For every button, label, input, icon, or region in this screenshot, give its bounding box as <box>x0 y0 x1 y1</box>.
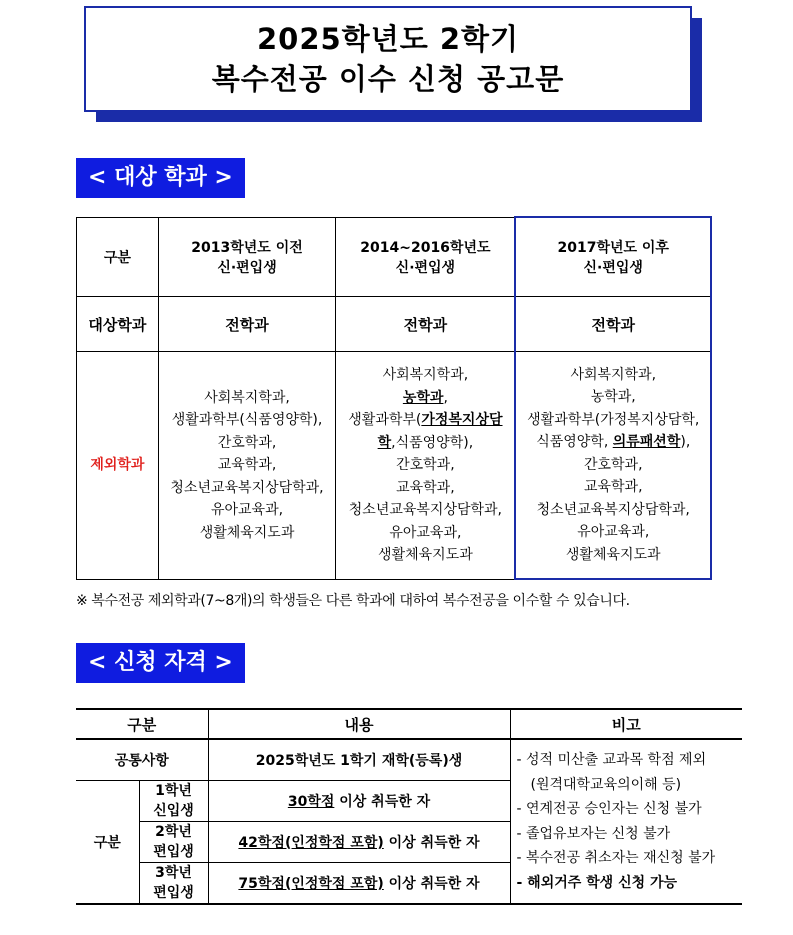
header-before-2013-line1: 2013학년도 이전 <box>191 239 303 256</box>
section-heading-target-departments: < 대상 학과 > <box>76 158 245 198</box>
list-item: 간호학과, <box>396 457 455 473</box>
excluded-before-2013 <box>158 352 336 580</box>
remark-item: (원격대학교육의이해 등) <box>530 776 682 793</box>
header-2014-2016-line1: 2014~2016학년도 <box>360 239 491 256</box>
header-2014-2016 <box>336 217 516 297</box>
excluded-2014-2016 <box>336 352 516 580</box>
sub-label-line2: 편입생 <box>153 844 194 860</box>
section-heading-eligibility: < 신청 자격 > <box>76 643 245 683</box>
sub-label-line1: 2학년 <box>155 824 192 840</box>
underlined-dept: 학 <box>377 434 392 451</box>
header-remarks: 비고 <box>510 709 742 739</box>
remark-item: - 해외거주 학생 신청 가능 <box>516 874 678 891</box>
header-content: 내용 <box>208 709 510 739</box>
row-content <box>208 863 510 905</box>
header-category: 구분 <box>77 217 159 297</box>
table-row-target <box>77 297 712 352</box>
list-item: 교육학과, <box>217 457 277 473</box>
target-before-2013: 전학과 <box>158 297 336 352</box>
list-item <box>336 432 514 455</box>
underlined-credits: 42학점(인정학점 포함) <box>238 835 384 851</box>
list-item-text: , <box>443 389 448 406</box>
list-item-text: 식품영양학, <box>536 434 613 451</box>
table-header-row <box>76 709 742 739</box>
header-after-2017-line2: 신·편입생 <box>583 260 643 276</box>
title-line-1: 2025학년도 2학기 <box>256 22 520 56</box>
list-item: 유아교육과, <box>389 524 462 541</box>
row-content <box>208 822 510 863</box>
list-item: 생활체육지도과 <box>378 547 473 563</box>
row-content-text: 이상 취득한 자 <box>383 876 480 892</box>
list-item: 농학과, <box>590 389 636 406</box>
table-row-excluded <box>77 352 712 580</box>
table-header-row <box>77 217 712 297</box>
list-item: 생활체육지도과 <box>565 546 661 563</box>
header-2014-2016-line2: 신·편입생 <box>395 259 456 276</box>
target-after-2017: 전학과 <box>515 297 711 352</box>
underlined-dept: 가정복지상담 <box>421 412 503 428</box>
remarks-cell <box>510 739 742 904</box>
footnote: ※ 복수전공 제외학과(7~8개)의 학생들은 다른 학과에 대하여 복수전공을 이수할 수 있습니다. <box>76 593 630 609</box>
list-item-text: ), <box>680 434 691 451</box>
list-item: 청소년교육복지상담학과, <box>348 502 502 518</box>
excluded-after-2017 <box>515 352 711 580</box>
sub-label-line2: 신입생 <box>153 803 194 819</box>
sub-label <box>139 781 208 822</box>
list-item: 청소년교육복지상담학과, <box>170 479 324 496</box>
sub-label <box>139 863 208 905</box>
row-content-text: 이상 취득한 자 <box>383 835 480 851</box>
list-item <box>516 431 710 454</box>
list-item: 간호학과, <box>583 456 643 473</box>
remark-item: - 복수전공 취소자는 재신청 불가 <box>516 850 716 866</box>
title-frame <box>84 6 692 112</box>
list-item: 사회복지학과, <box>204 389 290 406</box>
header-before-2013 <box>158 217 336 297</box>
row-label-group: 구분 <box>76 781 139 905</box>
header-after-2017-line1: 2017학년도 이후 <box>557 240 669 256</box>
common-content: 2025학년도 1학기 재학(등록)생 <box>208 739 510 781</box>
list-item <box>336 409 514 432</box>
list-item: 생활과학부(식품영양학), <box>171 412 323 428</box>
target-2014-2016: 전학과 <box>336 297 516 352</box>
remark-item: - 성적 미산출 교과목 학점 제외 <box>516 752 707 768</box>
list-item: 생활과학부(가정복지상담학, <box>527 411 700 428</box>
list-item: 유아교육과, <box>210 502 284 518</box>
sub-label-line2: 편입생 <box>153 885 194 901</box>
remark-item: - 졸업유보자는 신청 불가 <box>516 825 671 842</box>
sub-label-line1: 1학년 <box>155 783 192 799</box>
list-item <box>336 387 514 410</box>
underlined-dept: 농학과 <box>402 389 444 406</box>
list-item: 생활체육지도과 <box>199 524 295 541</box>
header-after-2017 <box>515 217 711 297</box>
list-item: 청소년교육복지상담학과, <box>536 501 690 518</box>
list-item: 교육학과, <box>396 479 455 496</box>
underlined-dept: 의류패션학 <box>612 434 681 451</box>
row-label-excluded: 제외학과 <box>77 352 159 580</box>
list-item: 교육학과, <box>583 479 643 496</box>
list-item-text: ,식품영양학), <box>391 434 474 451</box>
target-departments-table <box>76 216 712 580</box>
title-line-2: 복수전공 이수 신청 공고문 <box>211 62 565 96</box>
eligibility-table <box>76 708 742 905</box>
header-before-2013-line2: 신·편입생 <box>217 259 277 276</box>
header-category: 구분 <box>76 709 208 739</box>
remark-item: - 연계전공 승인자는 신청 불가 <box>516 801 702 817</box>
list-item: 간호학과, <box>217 434 277 451</box>
list-item: 유아교육과, <box>577 524 650 541</box>
table-row-common <box>76 739 742 781</box>
underlined-credits: 30학점 <box>287 794 335 810</box>
sub-label-line1: 3학년 <box>155 865 192 881</box>
row-label-target: 대상학과 <box>77 297 159 352</box>
row-label-common: 공통사항 <box>76 739 208 781</box>
row-content-text: 이상 취득한 자 <box>334 794 431 810</box>
row-content <box>208 781 510 822</box>
list-item: 사회복지학과, <box>382 367 469 383</box>
list-item: 사회복지학과, <box>570 366 657 383</box>
list-item-text: 생활과학부( <box>348 412 422 428</box>
sub-label <box>139 822 208 863</box>
title-box <box>84 6 704 126</box>
underlined-credits: 75학점(인정학점 포함) <box>238 876 384 892</box>
